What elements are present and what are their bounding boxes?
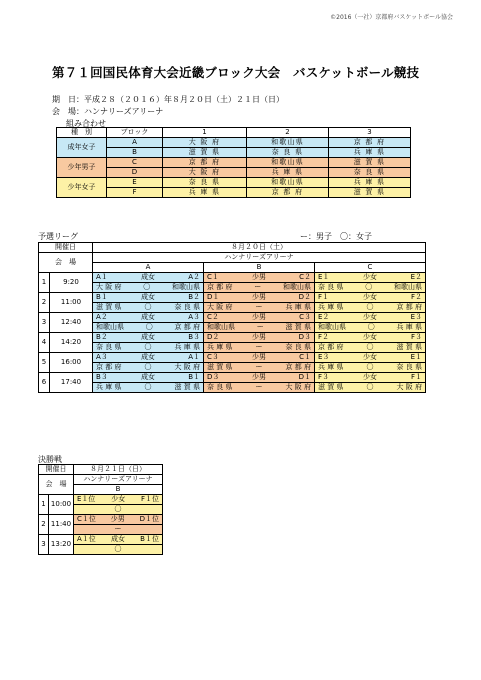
final-game-time: 13:20 bbox=[49, 535, 74, 555]
team-seed-right: C１ bbox=[299, 353, 311, 361]
division: 少男 bbox=[252, 373, 266, 381]
event-venue: 会 場：ハンナリーズアリーナ bbox=[52, 107, 164, 116]
team-name: 兵 庫 県 bbox=[96, 383, 122, 391]
team-name: 奈 良 県 bbox=[174, 303, 200, 311]
team-seed-right: F１ bbox=[410, 373, 422, 381]
game-row-teams bbox=[39, 383, 426, 393]
team-name: 京 都 府 bbox=[396, 303, 422, 311]
team-cell: 京 都 府 bbox=[329, 138, 411, 148]
game-time: 12:40 bbox=[50, 313, 93, 333]
team-name: 兵 庫 県 bbox=[396, 323, 422, 331]
teams-cell bbox=[204, 303, 315, 313]
final-game-row bbox=[39, 495, 163, 505]
team-cell: 和歌山県 bbox=[247, 138, 329, 148]
gender-symbol: 〇 bbox=[366, 343, 374, 351]
team-name: 和歌山県 bbox=[318, 323, 346, 331]
division: 少男 bbox=[252, 313, 266, 321]
event-period: 期 日：平成２８（２０１６）年８月２０日（土）２１日（日） bbox=[52, 95, 284, 104]
game-number: 6 bbox=[39, 373, 50, 393]
final-gender-symbol: 〇 bbox=[74, 505, 163, 515]
teams-cell bbox=[315, 283, 426, 293]
teams-cell bbox=[315, 323, 426, 333]
teams-cell bbox=[93, 323, 204, 333]
team-name: 兵 庫 県 bbox=[207, 343, 233, 351]
teams-cell bbox=[204, 343, 315, 353]
team-seed-left: B２ bbox=[96, 333, 108, 341]
matchup-cell bbox=[204, 353, 315, 363]
team-name: 滋 賀 県 bbox=[318, 383, 344, 391]
final-seed-left: A１位 bbox=[77, 535, 96, 543]
team-cell: 兵 庫 県 bbox=[247, 168, 329, 178]
combination-row bbox=[57, 158, 411, 168]
game-time: 14:20 bbox=[50, 333, 93, 353]
gender-symbol: 〇 bbox=[367, 323, 375, 331]
final-division: 少女 bbox=[111, 495, 126, 503]
teams-cell bbox=[93, 343, 204, 353]
arena-name: ハンナリーズアリーナ bbox=[93, 253, 426, 263]
team-name: 奈 良 県 bbox=[96, 343, 122, 351]
preliminary-league-label: 予選リーグ bbox=[38, 232, 78, 241]
court-c-label: C bbox=[315, 263, 426, 273]
combination-row bbox=[57, 178, 411, 188]
team-seed-right: B２ bbox=[188, 293, 200, 301]
game-row bbox=[39, 373, 426, 383]
combination-header-row bbox=[57, 128, 411, 138]
final-game-number: 2 bbox=[39, 515, 49, 535]
division: 成女 bbox=[141, 313, 155, 321]
team-name: 奈 良 県 bbox=[318, 283, 344, 291]
team-name: 大 阪 府 bbox=[96, 283, 122, 291]
team-seed-right: C３ bbox=[299, 313, 311, 321]
final-seed-right: F１位 bbox=[140, 495, 159, 503]
final-game-row bbox=[39, 535, 163, 545]
teams-cell bbox=[204, 363, 315, 373]
team-cell: 兵 庫 県 bbox=[163, 188, 247, 198]
copyright-notice: ©2016（一社）京都府バスケットボール協会 bbox=[330, 14, 453, 21]
team-name: 和歌山県 bbox=[393, 283, 422, 291]
team-cell: 滋 賀 県 bbox=[329, 158, 411, 168]
team-name: 京 都 府 bbox=[285, 363, 311, 371]
final-seed-left: C１位 bbox=[77, 515, 96, 523]
game-row bbox=[39, 313, 426, 323]
division: 少男 bbox=[252, 293, 266, 301]
team-name: 滋 賀 県 bbox=[96, 303, 122, 311]
final-court-label: B bbox=[74, 485, 163, 495]
final-seed-left: E１位 bbox=[77, 495, 96, 503]
game-row bbox=[39, 293, 426, 303]
matchup-cell bbox=[93, 273, 204, 283]
matchup-cell bbox=[93, 333, 204, 343]
team-seed-left: E１ bbox=[318, 273, 330, 281]
header-team-3: 3 bbox=[329, 128, 411, 138]
final-game-time: 11:40 bbox=[49, 515, 74, 535]
game-number: 4 bbox=[39, 333, 50, 353]
team-name: 滋 賀 県 bbox=[396, 343, 422, 351]
combination-row bbox=[57, 168, 411, 178]
matchup-cell bbox=[204, 333, 315, 343]
team-name: 京 都 府 bbox=[207, 283, 233, 291]
team-cell: 大 阪 府 bbox=[163, 138, 247, 148]
block-cell: D bbox=[107, 168, 163, 178]
team-name: 兵 庫 県 bbox=[318, 303, 344, 311]
team-seed-right: F２ bbox=[410, 293, 422, 301]
gender-symbol: ー bbox=[255, 303, 263, 311]
team-name: 兵 庫 県 bbox=[174, 343, 200, 351]
team-seed-right: A２ bbox=[188, 273, 200, 281]
game-row bbox=[39, 333, 426, 343]
team-seed-left: F２ bbox=[318, 333, 330, 341]
final-games bbox=[39, 495, 163, 555]
preliminary-games bbox=[39, 273, 426, 393]
team-cell: 京 都 府 bbox=[163, 158, 247, 168]
teams-cell bbox=[204, 323, 315, 333]
team-seed-left: A２ bbox=[96, 313, 108, 321]
game-time: 11:00 bbox=[50, 293, 93, 313]
game-row-teams bbox=[39, 323, 426, 333]
gender-symbol: 〇 bbox=[144, 363, 152, 371]
team-cell: 兵 庫 県 bbox=[329, 148, 411, 158]
team-name: 大 阪 府 bbox=[285, 383, 311, 391]
division: 少男 bbox=[252, 273, 266, 281]
final-game-number: 3 bbox=[39, 535, 49, 555]
block-cell: C bbox=[107, 158, 163, 168]
final-game-number: 1 bbox=[39, 495, 49, 515]
team-seed-right: D１ bbox=[298, 373, 311, 381]
team-cell: 大 阪 府 bbox=[163, 168, 247, 178]
teams-cell bbox=[315, 383, 426, 393]
legend: ー：男子 〇：女子 bbox=[300, 232, 372, 241]
header-category: 種 別 bbox=[57, 128, 107, 138]
team-cell: 奈 良 県 bbox=[329, 168, 411, 178]
final-gender-symbol: ー bbox=[74, 525, 163, 535]
teams-cell bbox=[315, 363, 426, 373]
team-name: 奈 良 県 bbox=[396, 363, 422, 371]
court-row bbox=[39, 263, 426, 273]
block-cell: E bbox=[107, 178, 163, 188]
team-seed-left: D３ bbox=[207, 373, 220, 381]
division: 少女 bbox=[363, 353, 377, 361]
division: 少男 bbox=[252, 353, 266, 361]
team-cell: 滋 賀 県 bbox=[163, 148, 247, 158]
team-seed-left: E２ bbox=[318, 313, 330, 321]
team-cell: 和歌山県 bbox=[247, 158, 329, 168]
game-row-teams bbox=[39, 283, 426, 293]
final-matchup-cell bbox=[74, 515, 163, 525]
final-label: 決勝戦 bbox=[38, 455, 62, 464]
team-name: 大 阪 府 bbox=[207, 303, 233, 311]
final-venue-label: 会 場 bbox=[39, 475, 74, 495]
game-number: 1 bbox=[39, 273, 50, 293]
teams-cell bbox=[315, 343, 426, 353]
team-seed-left: C３ bbox=[207, 353, 219, 361]
gender-symbol: 〇 bbox=[366, 363, 374, 371]
team-seed-left: B１ bbox=[96, 293, 108, 301]
game-time: 16:00 bbox=[50, 353, 93, 373]
category-cell: 少年女子 bbox=[57, 178, 107, 198]
division: 少女 bbox=[363, 333, 377, 341]
team-cell: 京 都 府 bbox=[247, 188, 329, 198]
division: 成女 bbox=[141, 333, 155, 341]
team-seed-left: A３ bbox=[96, 353, 108, 361]
gender-symbol: ー bbox=[255, 343, 263, 351]
matchup-cell bbox=[204, 273, 315, 283]
block-cell: A bbox=[107, 138, 163, 148]
team-seed-right: E１ bbox=[410, 353, 422, 361]
teams-cell bbox=[93, 383, 204, 393]
header-team-1: 1 bbox=[163, 128, 247, 138]
final-gender-symbol: 〇 bbox=[74, 545, 163, 555]
date-row bbox=[39, 243, 426, 253]
team-name: 和歌山県 bbox=[282, 283, 311, 291]
team-name: 滋 賀 県 bbox=[174, 383, 200, 391]
gender-symbol: ー bbox=[254, 283, 262, 291]
game-row bbox=[39, 273, 426, 283]
final-seed-right: B１位 bbox=[140, 535, 159, 543]
team-seed-left: F１ bbox=[318, 293, 330, 301]
team-name: 兵 庫 県 bbox=[318, 363, 344, 371]
gender-symbol: 〇 bbox=[145, 323, 153, 331]
teams-cell bbox=[204, 383, 315, 393]
gender-symbol: ー bbox=[255, 383, 263, 391]
matchup-cell bbox=[93, 293, 204, 303]
game-number: 5 bbox=[39, 353, 50, 373]
division: 成女 bbox=[141, 293, 155, 301]
final-venue-row bbox=[39, 475, 163, 485]
teams-cell bbox=[315, 303, 426, 313]
gender-symbol: 〇 bbox=[366, 383, 374, 391]
matchup-cell bbox=[315, 373, 426, 383]
teams-cell bbox=[204, 283, 315, 293]
team-seed-right: A１ bbox=[188, 353, 200, 361]
matchup-cell bbox=[204, 313, 315, 323]
division: 少女 bbox=[363, 293, 377, 301]
header-block: ブロック bbox=[107, 128, 163, 138]
team-name: 大 阪 府 bbox=[174, 363, 200, 371]
team-cell: 奈 良 県 bbox=[163, 178, 247, 188]
game-number: 3 bbox=[39, 313, 50, 333]
matchup-cell bbox=[93, 373, 204, 383]
team-seed-left: C１ bbox=[207, 273, 219, 281]
team-cell: 兵 庫 県 bbox=[329, 178, 411, 188]
team-name: 和歌山県 bbox=[171, 283, 200, 291]
gender-symbol: 〇 bbox=[143, 283, 151, 291]
game-row-teams bbox=[39, 363, 426, 373]
team-name: 京 都 府 bbox=[96, 363, 122, 371]
matchup-cell bbox=[204, 373, 315, 383]
game-time: 9:20 bbox=[50, 273, 93, 293]
division: 成女 bbox=[141, 353, 155, 361]
matchup-cell bbox=[315, 353, 426, 363]
matchup-cell bbox=[315, 333, 426, 343]
teams-cell bbox=[93, 283, 204, 293]
final-division: 成女 bbox=[110, 535, 125, 543]
team-seed-right: E２ bbox=[410, 273, 422, 281]
header-team-2: 2 bbox=[247, 128, 329, 138]
team-name: 大 阪 府 bbox=[396, 383, 422, 391]
matchup-cell bbox=[93, 353, 204, 363]
team-seed-left: D１ bbox=[207, 293, 220, 301]
team-seed-right: A３ bbox=[188, 313, 200, 321]
final-game-time: 10:00 bbox=[49, 495, 74, 515]
game-number: 2 bbox=[39, 293, 50, 313]
block-cell: F bbox=[107, 188, 163, 198]
category-cell: 成年女子 bbox=[57, 138, 107, 158]
final-game-row bbox=[39, 515, 163, 525]
division: 少女 bbox=[363, 373, 377, 381]
team-cell: 和歌山県 bbox=[247, 178, 329, 188]
page-title: 第７１回国民体育大会近畿ブロック大会 バスケットボール競技 bbox=[52, 65, 420, 80]
final-date-label: 開催日 bbox=[39, 465, 74, 475]
combination-row bbox=[57, 138, 411, 148]
court-a-label: A bbox=[93, 263, 204, 273]
matchup-cell bbox=[315, 293, 426, 303]
gender-symbol: ー bbox=[255, 363, 263, 371]
team-name: 奈 良 県 bbox=[285, 343, 311, 351]
final-date-value: ８月２１日（日） bbox=[74, 465, 163, 475]
date-value: ８月２０日（土） bbox=[93, 243, 426, 253]
team-cell: 滋 賀 県 bbox=[329, 188, 411, 198]
team-name: 和歌山県 bbox=[96, 323, 124, 331]
venue-row bbox=[39, 253, 426, 263]
team-seed-left: F３ bbox=[318, 373, 330, 381]
team-name: 和歌山県 bbox=[207, 323, 235, 331]
final-seed-right: D１位 bbox=[139, 515, 159, 523]
team-seed-right: B１ bbox=[188, 373, 200, 381]
teams-cell bbox=[93, 363, 204, 373]
team-seed-left: B３ bbox=[96, 373, 108, 381]
team-seed-left: A１ bbox=[96, 273, 108, 281]
gender-symbol: 〇 bbox=[144, 343, 152, 351]
gender-symbol: ー bbox=[256, 323, 264, 331]
division: 少男 bbox=[252, 333, 266, 341]
team-cell: 奈 良 県 bbox=[247, 148, 329, 158]
preliminary-schedule-table bbox=[38, 242, 426, 393]
team-seed-right: B３ bbox=[188, 333, 200, 341]
team-name: 滋 賀 県 bbox=[285, 323, 311, 331]
team-seed-right: D３ bbox=[298, 333, 311, 341]
combination-row bbox=[57, 188, 411, 198]
gender-symbol: 〇 bbox=[144, 383, 152, 391]
game-row-teams bbox=[39, 303, 426, 313]
combination-row bbox=[57, 148, 411, 158]
team-seed-left: E３ bbox=[318, 353, 330, 361]
date-label: 開催日 bbox=[39, 243, 93, 253]
team-seed-right: F３ bbox=[410, 333, 422, 341]
division: 少女 bbox=[363, 313, 377, 321]
combination-label: 組み合わせ bbox=[66, 119, 106, 128]
gender-symbol: 〇 bbox=[365, 283, 373, 291]
division: 少女 bbox=[363, 273, 377, 281]
category-cell: 少年男子 bbox=[57, 158, 107, 178]
final-date-row bbox=[39, 465, 163, 475]
team-name: 滋 賀 県 bbox=[207, 363, 233, 371]
combination-table bbox=[56, 127, 411, 198]
division: 成女 bbox=[141, 273, 155, 281]
team-name: 京 都 府 bbox=[318, 343, 344, 351]
team-seed-left: D２ bbox=[207, 333, 220, 341]
matchup-cell bbox=[315, 313, 426, 323]
matchup-cell bbox=[204, 293, 315, 303]
team-seed-left: C２ bbox=[207, 313, 219, 321]
final-arena-name: ハンナリーズアリーナ bbox=[74, 475, 163, 485]
final-division: 少男 bbox=[110, 515, 125, 523]
game-row-teams bbox=[39, 343, 426, 353]
venue-label: 会 場 bbox=[39, 253, 93, 273]
court-b-label: B bbox=[204, 263, 315, 273]
team-name: 京 都 府 bbox=[174, 323, 200, 331]
team-seed-right: D２ bbox=[298, 293, 311, 301]
gender-symbol: 〇 bbox=[366, 303, 374, 311]
final-matchup-cell bbox=[74, 535, 163, 545]
matchup-cell bbox=[315, 273, 426, 283]
team-name: 奈 良 県 bbox=[207, 383, 233, 391]
division: 成女 bbox=[141, 373, 155, 381]
matchup-cell bbox=[93, 313, 204, 323]
teams-cell bbox=[93, 303, 204, 313]
final-matchup-cell bbox=[74, 495, 163, 505]
team-seed-right: C２ bbox=[299, 273, 311, 281]
final-schedule-table bbox=[38, 464, 163, 555]
game-time: 17:40 bbox=[50, 373, 93, 393]
block-cell: B bbox=[107, 148, 163, 158]
team-name: 兵 庫 県 bbox=[285, 303, 311, 311]
team-seed-right: E３ bbox=[410, 313, 422, 321]
gender-symbol: 〇 bbox=[144, 303, 152, 311]
game-row bbox=[39, 353, 426, 363]
